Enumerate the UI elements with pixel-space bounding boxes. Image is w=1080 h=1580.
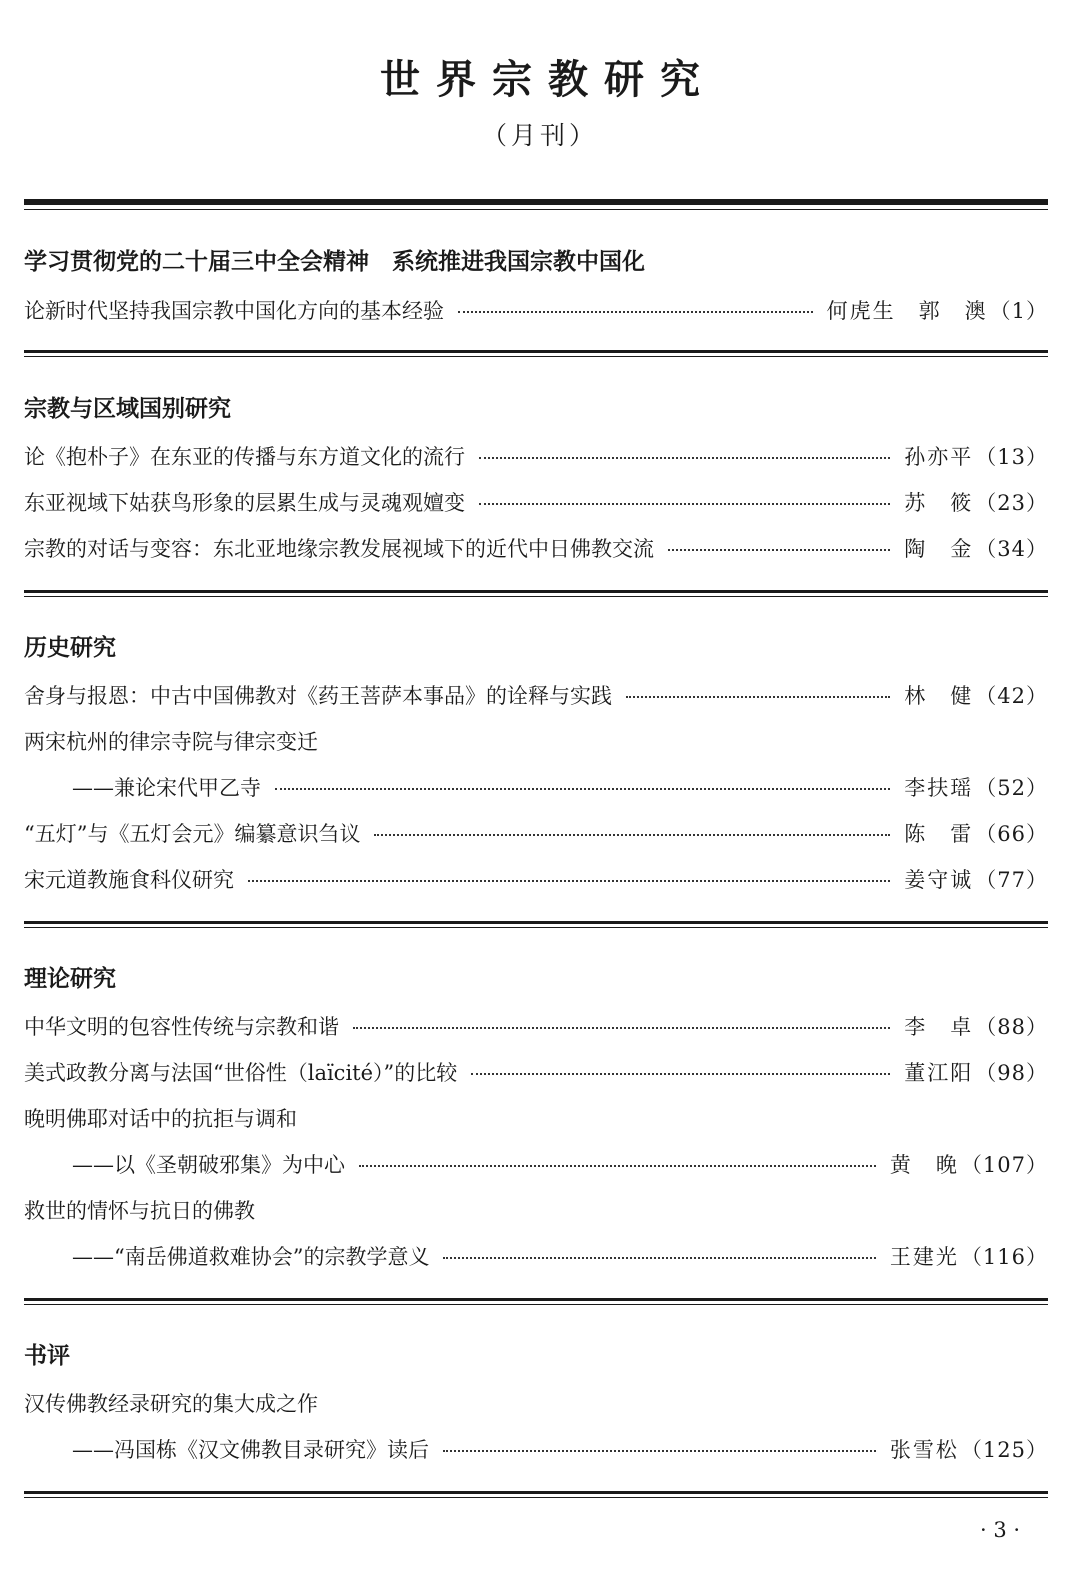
- article-author: 陈 雷: [904, 822, 974, 846]
- toc-entry[interactable]: [24, 294, 1048, 326]
- article-title: 宗教的对话与变容：东北亚地缘宗教发展视域下的近代中日佛教交流: [24, 537, 654, 561]
- section-divider: [24, 1491, 1048, 1498]
- section-heading: 历史研究: [24, 635, 116, 661]
- article-page: （98）: [975, 1061, 1048, 1085]
- section-heading: 宗教与区域国别研究: [24, 396, 231, 422]
- dot-leader: [626, 696, 890, 698]
- header-rule: [24, 199, 1048, 210]
- toc-entry[interactable]: [24, 1010, 1048, 1042]
- article-title: 两宋杭州的律宗寺院与律宗变迁: [24, 730, 318, 754]
- toc-entry[interactable]: [24, 863, 1048, 895]
- toc-entry-subtitle[interactable]: [24, 771, 1048, 803]
- article-title: 论新时代坚持我国宗教中国化方向的基本经验: [24, 299, 444, 323]
- section-heading: 书评: [24, 1343, 70, 1369]
- article-title: 舍身与报恩：中古中国佛教对《药王菩萨本事品》的诠释与实践: [24, 684, 612, 708]
- article-page: （52）: [975, 776, 1048, 800]
- article-page: （88）: [975, 1015, 1048, 1039]
- page-number: · 3 ·: [980, 1518, 1021, 1542]
- article-page: （107）: [960, 1153, 1048, 1177]
- journal-header: [0, 52, 1080, 156]
- article-author: 苏 筱: [904, 491, 974, 515]
- article-title: 美式政教分离与法国“世俗性（laïcité）”的比较: [24, 1061, 458, 1085]
- article-author: 李 卓: [904, 1015, 974, 1039]
- section-divider: [24, 590, 1048, 597]
- article-title: 晚明佛耶对话中的抗拒与调和: [24, 1107, 297, 1131]
- article-subtitle: ——兼论宋代甲乙寺: [72, 776, 261, 800]
- dot-leader: [248, 880, 890, 882]
- toc-entry-subtitle[interactable]: [24, 1433, 1048, 1465]
- dot-leader: [479, 503, 890, 505]
- article-author: 姜守诚: [904, 868, 974, 892]
- dot-leader: [359, 1165, 876, 1167]
- article-page: （23）: [975, 491, 1048, 515]
- toc-entry-title[interactable]: [24, 725, 1048, 757]
- journal-title: 世界宗教研究: [380, 57, 716, 103]
- article-author: 何虎生 郭 澳: [826, 299, 988, 323]
- article-page: （125）: [960, 1438, 1048, 1462]
- toc-entry[interactable]: [24, 1056, 1048, 1088]
- article-title: 论《抱朴子》在东亚的传播与东方道文化的流行: [24, 445, 465, 469]
- article-author: 黄 晚: [889, 1153, 959, 1177]
- article-page: （116）: [960, 1245, 1048, 1269]
- dot-leader: [275, 788, 890, 790]
- toc-entry[interactable]: [24, 679, 1048, 711]
- article-subtitle: ——以《圣朝破邪集》为中心: [72, 1153, 345, 1177]
- article-author: 李扶瑶: [904, 776, 974, 800]
- toc-entry-subtitle[interactable]: [24, 1148, 1048, 1180]
- section-divider: [24, 921, 1048, 928]
- toc-entry-title[interactable]: [24, 1194, 1048, 1226]
- article-title: 中华文明的包容性传统与宗教和谐: [24, 1015, 339, 1039]
- article-author: 孙亦平: [904, 445, 974, 469]
- article-page: （66）: [975, 822, 1048, 846]
- article-subtitle: ——冯国栋《汉文佛教目录研究》读后: [72, 1438, 429, 1462]
- toc-entry[interactable]: [24, 486, 1048, 518]
- section-divider: [24, 350, 1048, 357]
- toc-entry[interactable]: [24, 532, 1048, 564]
- dot-leader: [374, 834, 890, 836]
- article-page: （13）: [975, 445, 1048, 469]
- dot-leader: [668, 549, 890, 551]
- dot-leader: [471, 1073, 890, 1075]
- toc-entry-title[interactable]: [24, 1387, 1048, 1419]
- journal-subtitle: （月刊）: [481, 121, 598, 150]
- article-page: （34）: [975, 537, 1048, 561]
- toc-entry[interactable]: [24, 440, 1048, 472]
- article-title: 东亚视域下姑获鸟形象的层累生成与灵魂观嬗变: [24, 491, 465, 515]
- article-author: 董江阳: [904, 1061, 974, 1085]
- article-author: 王建光: [889, 1245, 959, 1269]
- dot-leader: [479, 457, 890, 459]
- article-page: （42）: [975, 684, 1048, 708]
- article-title: 宋元道教施食科仪研究: [24, 868, 234, 892]
- article-subtitle: ——“南岳佛道救难协会”的宗教学意义: [72, 1245, 430, 1269]
- dot-leader: [443, 1450, 876, 1452]
- section-divider: [24, 1298, 1048, 1305]
- article-page: （77）: [975, 868, 1048, 892]
- toc-entry[interactable]: [24, 817, 1048, 849]
- toc-entry-title[interactable]: [24, 1102, 1048, 1134]
- article-title: “五灯”与《五灯会元》编纂意识刍议: [24, 822, 361, 846]
- article-page: （1）: [989, 299, 1048, 323]
- toc-entry-subtitle[interactable]: [24, 1240, 1048, 1272]
- article-author: 陶 金: [904, 537, 974, 561]
- dot-leader: [443, 1257, 875, 1259]
- section-heading: 理论研究: [24, 966, 116, 992]
- section-heading: 学习贯彻党的二十届三中全会精神 系统推进我国宗教中国化: [24, 249, 645, 275]
- article-author: 张雪松: [889, 1438, 959, 1462]
- dot-leader: [458, 311, 813, 313]
- dot-leader: [353, 1027, 890, 1029]
- article-author: 林 健: [904, 684, 974, 708]
- article-title: 汉传佛教经录研究的集大成之作: [24, 1392, 318, 1416]
- article-title: 救世的情怀与抗日的佛教: [24, 1199, 255, 1223]
